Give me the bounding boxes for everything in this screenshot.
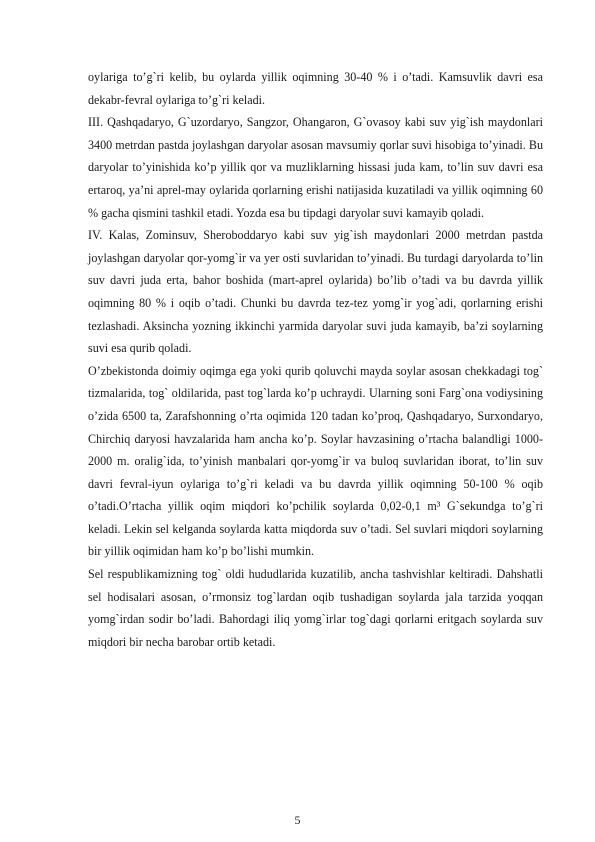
paragraph-small-streams: O’zbekistonda doimiy oqimga ega yoki qurib qoluvchi mayda soylar asosan chekkadagi tog` tizmalarida, tog` oldilarida, past tog`larda ko’p uchraydi. Ularning soni Farg`ona vodiysining o’zida 6500 ta, Zarafshonning o’rta oqimida 120 tadan ko’proq, Qashqadaryo, Surxondaryo, Chirchiq daryosi havzalarida ham ancha ko’p. Soylar havzasining o’rtacha balandligi 1000-2000 m. oralig`ida, to’yinish manbalari qor-yomg`ir va buloq suvlaridan iborat, to’lin suv davri fevral-iyun oylariga to’g`ri keladi va bu davrda yillik oqimning 50-100 % oqib o’tadi.O’rtacha yillik oqim miqdori ko’pchilik soylarda 0,02-0,1 m³ G`sekundga to’g`ri keladi. Lekin sel kelganda soylarda katta miqdorda suv o’tadi. Sel suvlari miqdori soylarning bir yillik oqimidan ham ko’p bo’lishi mumkin. [88,363,543,559]
page-number: 5 [294,813,301,827]
paragraph-type-iv-rivers: IV. Kalas, Zominsuv, Sheroboddaryo kabi suv yig`ish maydonlari 2000 metrdan pastda joylashgan daryolar qor-yomg`ir va yer osti suvlaridan to’yinadi. Bu turdagi daryolarda to’lin suv davri juda erta, bahor boshida (mart-aprel oylarida) bo’lib o’tadi va bu davrda yillik oqimning 80 % i oqib o’tadi. Chunki bu davrda tez-tez yomg`ir yog`adi, qorlarning erishi tezlashadi. Aksincha yozning ikkinchi yarmida daryolar suvi juda kamayib, ba’zi soylarning suvi esa qurib qoladi. [88,228,543,356]
paragraph-mudflows: Sel respublikamizning tog` oldi hududlarida kuzatilib, ancha tashvishlar keltiradi. Dahshatli sel hodisalari asosan, o’rmonsiz tog`lardan oqib tushadigan soylarda jala tarzida yoqqan yomg`irdan sodir bo’ladi. Bahordagi iliq yomg`irlar tog`dagi qorlarni eritgach soylarda suv miqdori bir necha barobar ortib ketadi. [88,567,543,649]
paragraph-continuation: oylariga to’g`ri kelib, bu oylarda yillik oqimning 30-40 % i o’tadi. Kamsuvlik davri esa dekabr-fevral oylariga to’g`ri keladi. [88,70,543,107]
document-body [88,66,543,653]
paragraph-type-iii-rivers: III. Qashqadaryo, G`uzordaryo, Sangzor, Ohangaron, G`ovasoy kabi suv yig`ish maydonlari 3400 metrdan pastda joylashgan daryolar asosan mavsumiy qorlar suvi hisobiga to’yinadi. Bu daryolar to’yinishida ko’p yillik qor va muzliklarning hissasi juda kam, to’lin suv davri esa ertaroq, ya’ni aprel-may oylarida qorlarning erishi natijasida kuzatiladi va yillik oqimning 60 % gacha qismini tashkil etadi. Yozda esa bu tipdagi daryolar suvi kamayib qoladi. [88,115,543,220]
